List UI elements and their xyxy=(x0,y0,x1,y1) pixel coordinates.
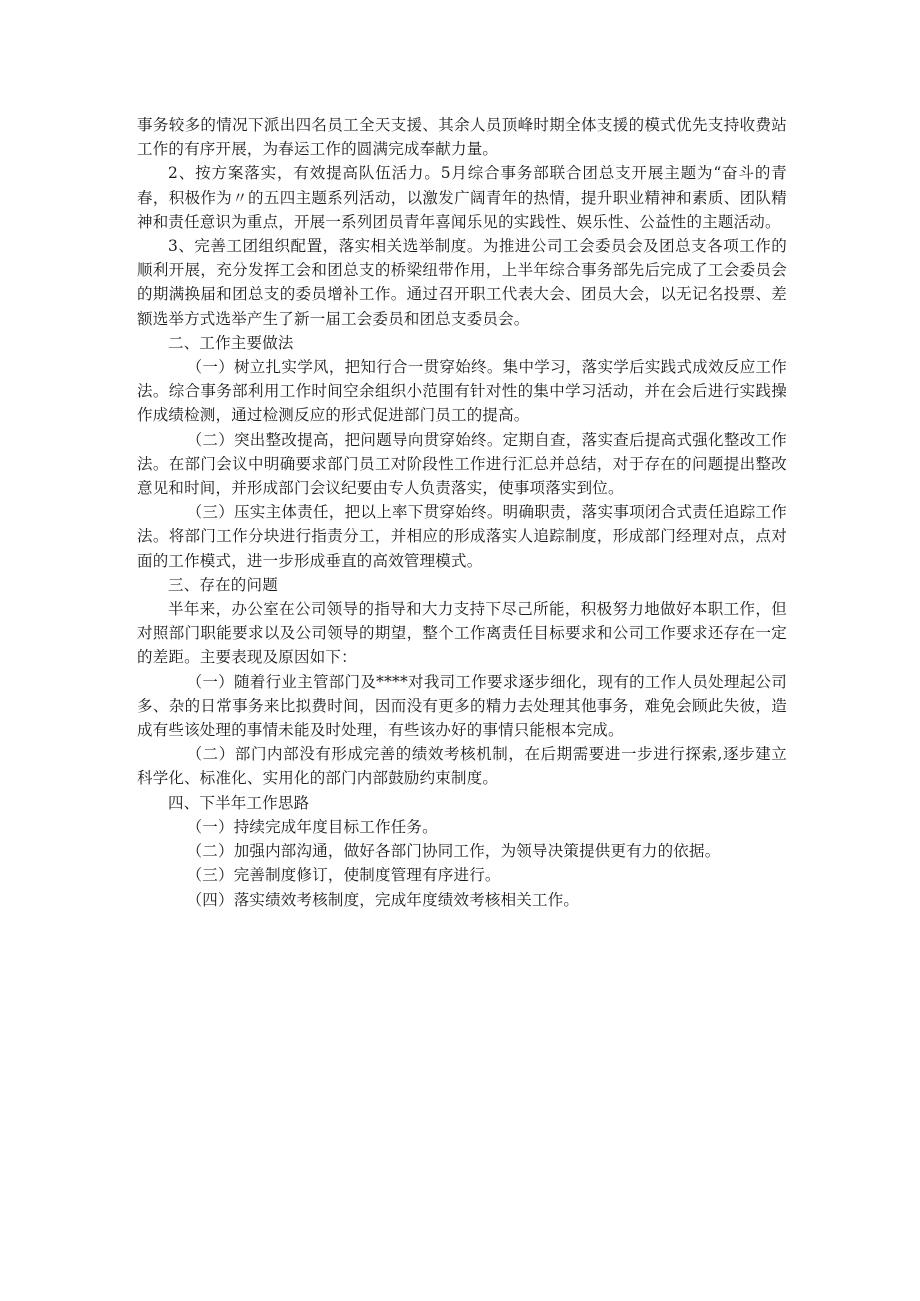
paragraph-study-style: （一）树立扎实学风，把知行合一贯穿始终。集中学习，落实学后实践式成效反应工作法。综合事务部利用工作时间空余组织小范围有针对性的集中学习活动，并在会后进行实践操作成绩检测，通过检测反应的形式促进部门员工的提高。 xyxy=(137,358,787,425)
paragraph-responsibility: （三）压实主体责任，把以上率下贯穿始终。明确职责，落实事项闭合式责任追踪工作法。将部门工作分块进行指责分工，并相应的形成落实人追踪制度，形成部门经理对点，点对面的工作模式，进一步形成垂直的高效管理模式。 xyxy=(137,503,787,570)
paragraph-half-year-summary: 半年来，办公室在公司领导的指导和大力支持下尽己所能，积极努力地做好本职工作，但对照部门职能要求以及公司领导的期望，整个工作离责任目标要求和公司工作要求还存在一定的差距。主要表现及原因如下： xyxy=(137,600,787,667)
list-item-plan-2: （二）加强内部沟通，做好各部门协同工作，为领导决策提供更有力的依据。 xyxy=(186,842,721,861)
section-heading-next-half-plan: 四、下半年工作思路 xyxy=(168,793,310,812)
paragraph-problem-workload: （一）随着行业主管部门及****对我司工作要求逐步细化，现有的工作人员处理起公司多、杂的日常事务来比拟费时间，因而没有更多的精力去处理其他事务，难免会顾此失彼，造成有些该处理的事情未能及时处理，有些该办好的事情只能根本完成。 xyxy=(137,672,787,740)
section-heading-main-practices: 二、工作主要做法 xyxy=(168,333,294,352)
paragraph-spring-support: 事务较多的情况下派出四名员工全天支援、其余人员顶峰时期全体支援的模式优先支持收费站工作的有序开展，为春运工作的圆满完成奉献力量。 xyxy=(137,116,787,159)
list-item-plan-4: （四）落实绩效考核制度，完成年度绩效考核相关工作。 xyxy=(186,890,580,909)
paragraph-problem-assessment: （二）部门内部没有形成完善的绩效考核机制，在后期需要进一步进行探索,逐步建立科学化、标准化、实用化的部门内部鼓励约束制度。 xyxy=(137,745,787,788)
paragraph-rectification: （二）突出整改提高，把问题导向贯穿始终。定期自查，落实查后提高式强化整改工作法。在部门会议中明确要求部门员工对阶段性工作进行汇总并总结，对于存在的问题提出整改意见和时间，并形成部门会议纪要由专人负责落实，使事项落实到位。 xyxy=(137,430,787,498)
list-item-plan-1: （一）持续完成年度目标工作任务。 xyxy=(186,817,438,836)
list-item-plan-3: （三）完善制度修订，使制度管理有序进行。 xyxy=(186,866,501,885)
document-body xyxy=(137,113,787,912)
paragraph-team-vitality: 2、按方案落实，有效提高队伍活力。5月综合事务部联合团总支开展主题为“奋斗的青春，积极作为〃的五四主题系列活动，以激发广阔青年的热情，提升职业精神和素质、团队精神和责任意识为重点，开展一系列团员青年喜闻乐见的实践性、娱乐性、公益性的主题活动。 xyxy=(137,164,787,231)
section-heading-problems: 三、存在的问题 xyxy=(168,575,278,594)
paragraph-union-election: 3、完善工团组织配置，落实相关选举制度。为推进公司工会委员会及团总支各项工作的顺利开展，充分发挥工会和团总支的桥梁纽带作用，上半年综合事务部先后完成了工会委员会的期满换届和团总支的委员增补工作。通过召开职工代表大会、团员大会，以无记名投票、差额选举方式选举产生了新一届工会委员和团总支委员会。 xyxy=(137,237,787,328)
